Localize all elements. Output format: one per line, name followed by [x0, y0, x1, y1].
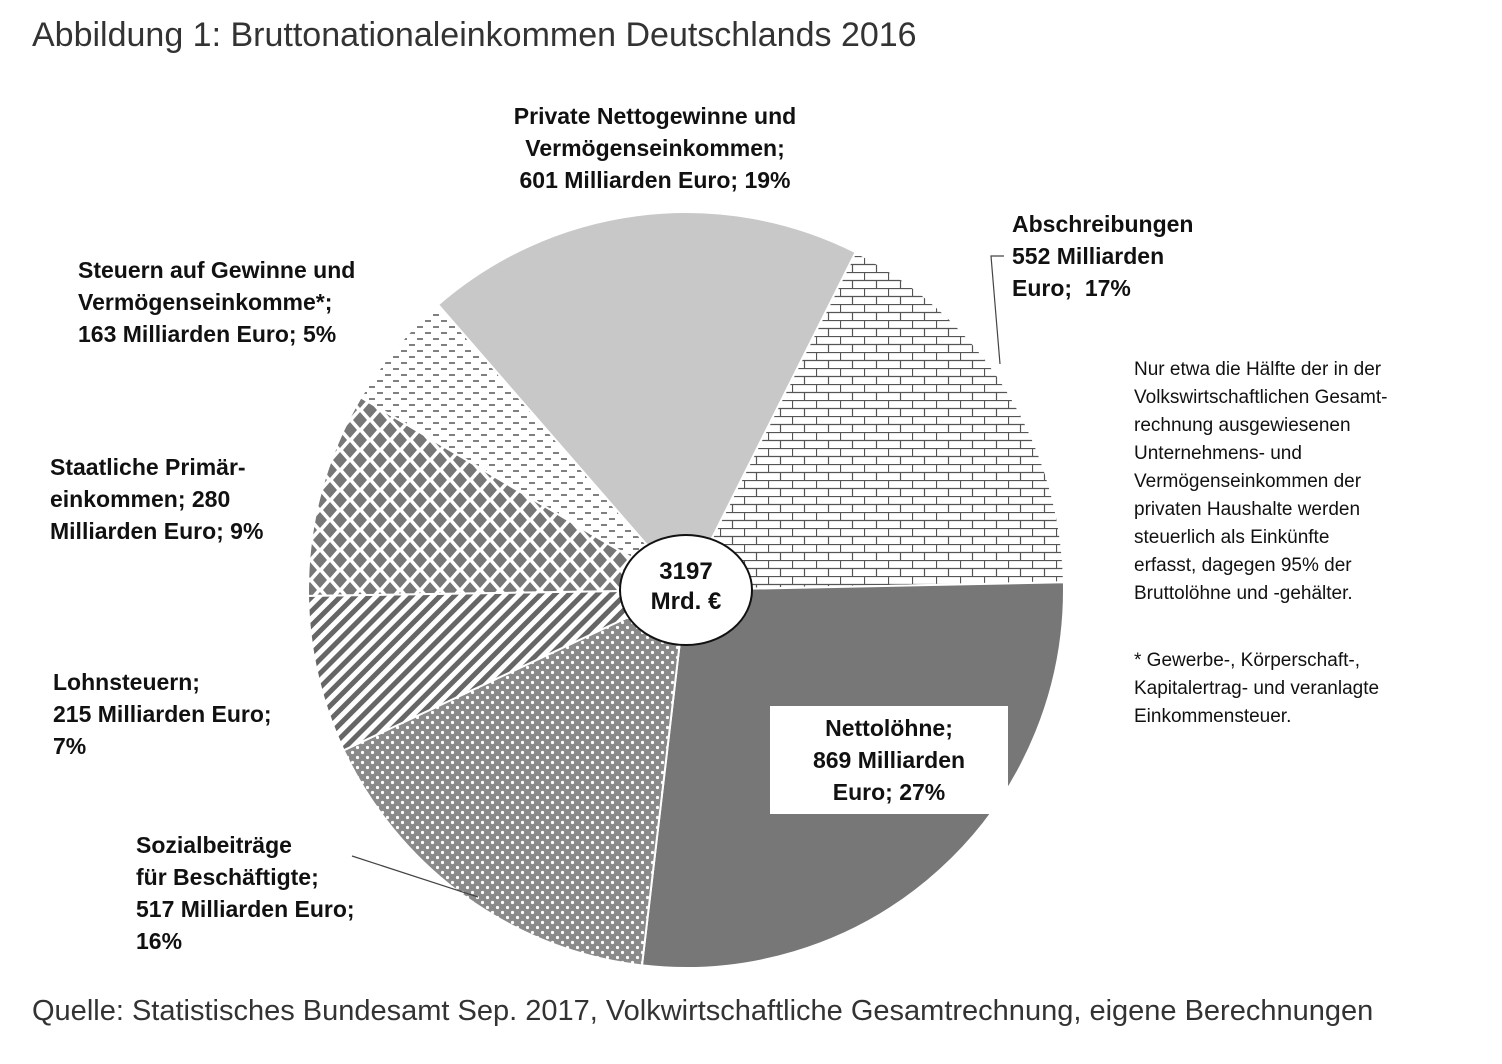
chart-title: Abbildung 1: Bruttonationaleinkommen Deutschlands 2016	[32, 16, 917, 54]
center-total-unit: Mrd. €	[650, 588, 722, 615]
leader-line-abschreibungen	[991, 256, 1004, 364]
label-staatliche-primaereinkommen: Staatliche Primär- einkommen; 280 Milliarden Euro; 9%	[50, 454, 264, 544]
center-total-label	[636, 557, 736, 617]
source-note: Quelle: Statistisches Bundesamt Sep. 2017, Volkwirtschaftliche Gesamtrechnung, eigene Berechnungen	[32, 995, 1374, 1027]
label-steuern-gewinne: Steuern auf Gewinne und Vermögenseinkomme*; 163 Milliarden Euro; 5%	[78, 257, 356, 347]
footnote: * Gewerbe-, Körperschaft-, Kapitalertrag- und veranlagte Einkommensteuer.	[1134, 650, 1380, 727]
label-nettoloehne: Nettolöhne; 869 Milliarden Euro; 27%	[770, 706, 1008, 814]
label-sozialbeitraege: Sozialbeiträge für Beschäftigte; 517 Milliarden Euro; 16%	[136, 832, 355, 954]
label-lohnsteuern: Lohnsteuern; 215 Milliarden Euro; 7%	[53, 669, 272, 759]
label-private-nettogewinne: Private Nettogewinne und Vermögenseinkommen; 601 Milliarden Euro; 19%	[513, 103, 797, 193]
label-abschreibungen: Abschreibungen 552 Milliarden Euro; 17%	[1012, 211, 1194, 301]
side-note: Nur etwa die Hälfte der in der Volkswirtschaftlichen Gesamt- rechnung ausgewiesenen Unternehmens- und Vermögenseinkommen der privaten Haushalte werden steuerlich als Einkünfte erfasst, dagegen 95% der Bruttolöhne und -gehälter.	[1134, 359, 1388, 604]
center-total-value: 3197	[659, 558, 713, 585]
